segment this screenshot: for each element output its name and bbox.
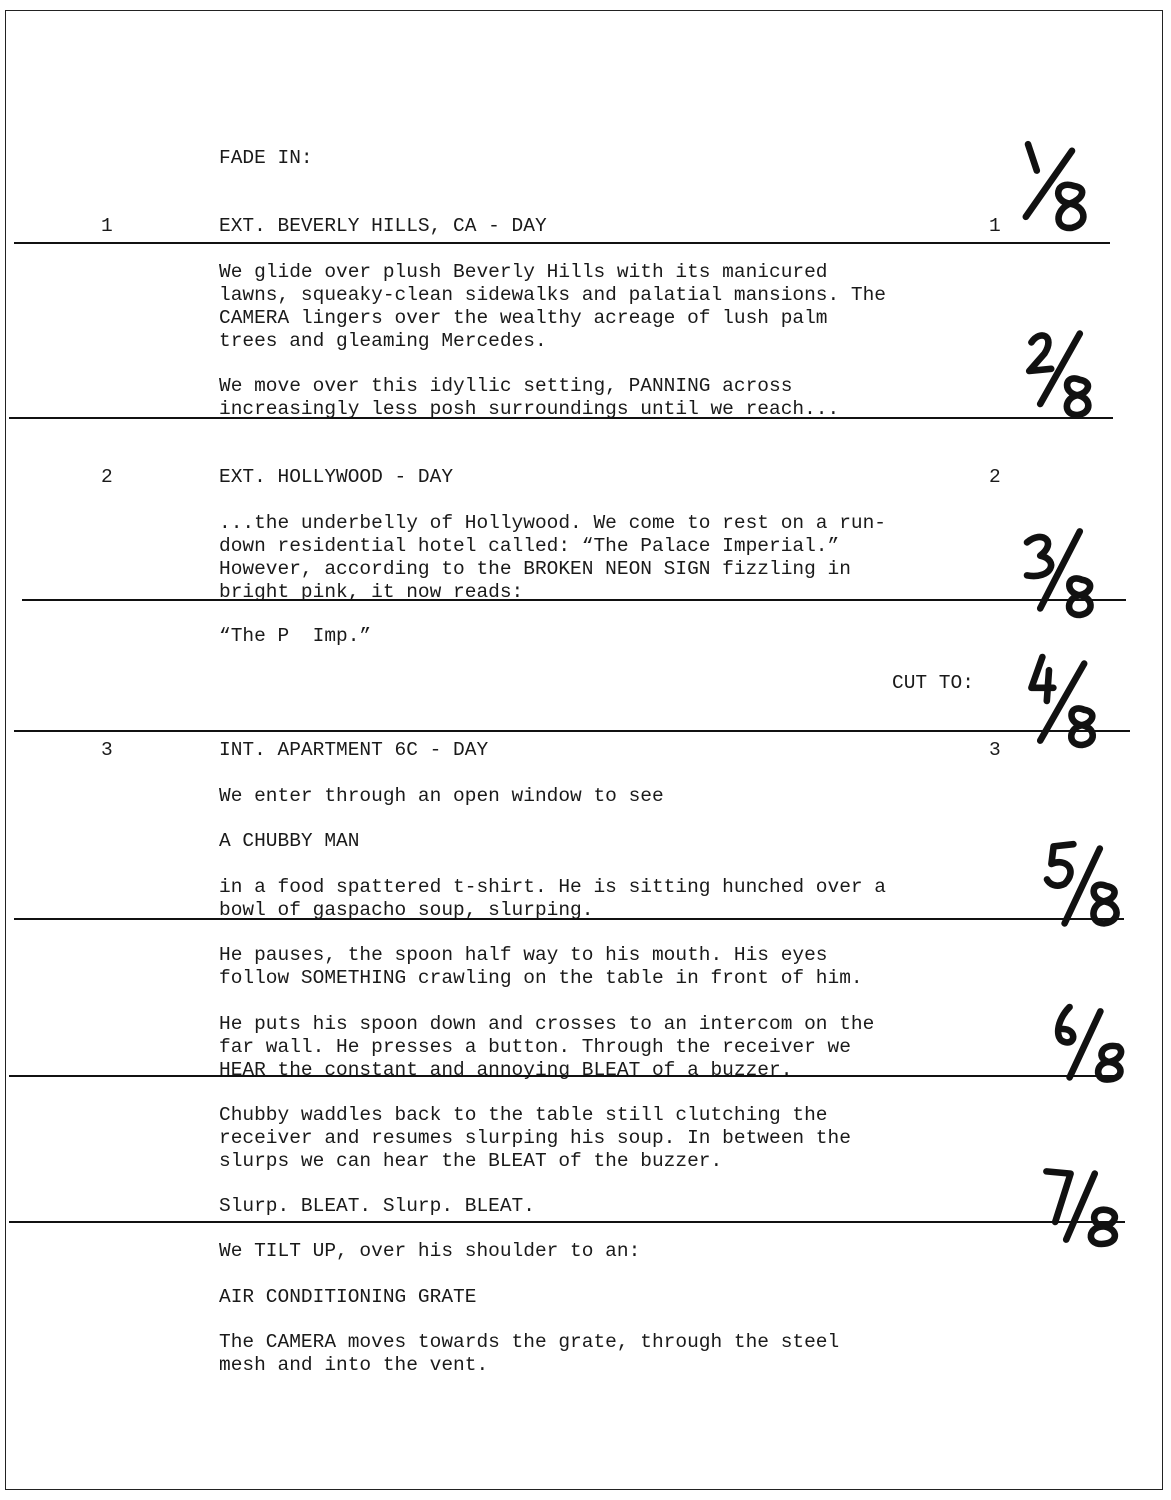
action-line: He puts his spoon down and crosses to an intercom on the [219,1013,875,1035]
handwritten-eighth-mark [1016,646,1126,756]
action-line: He pauses, the spoon half way to his mouth. His eyes [219,944,828,966]
eighth-divider [9,1075,1121,1077]
transition-fade-in: FADE IN: [219,147,313,169]
action-line: However, according to the BROKEN NEON SIGN fizzling in [219,558,851,580]
handwritten-eighth-mark [1036,831,1146,941]
scene-number-left: 3 [101,739,113,761]
scene-heading: INT. APARTMENT 6C - DAY [219,739,489,761]
action-line: lawns, squeaky-clean sidewalks and palatial mansions. The [219,284,887,306]
handwritten-eighth-mark [1016,316,1126,426]
action-line: increasingly less posh surroundings until we reach... [219,398,840,420]
action-line: bowl of gaspacho soup, slurping. [219,899,594,921]
action-line: We glide over plush Beverly Hills with its manicured [219,261,828,283]
action-line: ...the underbelly of Hollywood. We come to rest on a run- [219,512,887,534]
handwritten-eighth-mark [1031,1156,1141,1266]
action-line: down residential hotel called: “The Palace Imperial.” [219,535,840,557]
action-line: follow SOMETHING crawling on the table in front of him. [219,967,863,989]
action-line: bright pink, it now reads: [219,581,524,603]
action-line: in a food spattered t-shirt. He is sitting hunched over a [219,876,887,898]
eighth-divider [9,1221,1125,1223]
scene-number-left: 1 [101,215,113,237]
handwritten-eighth-mark [1016,516,1126,626]
eighth-divider [9,417,1113,419]
action-line: trees and gleaming Mercedes. [219,330,547,352]
sign-text: “The P Imp.” [219,625,372,647]
action-line: receiver and resumes slurping his soup. In between the [219,1127,851,1149]
action-line: HEAR the constant and annoying BLEAT of a buzzer. [219,1059,793,1081]
character-intro: A CHUBBY MAN [219,830,360,852]
script-page [5,10,1163,1490]
action-line: far wall. He presses a button. Through the receiver we [219,1036,851,1058]
action-line: We move over this idyllic setting, PANNING across [219,375,793,397]
action-line: We TILT UP, over his shoulder to an: [219,1240,641,1262]
scene-heading: EXT. HOLLYWOOD - DAY [219,466,454,488]
eighth-divider [14,918,1124,920]
action-line: We enter through an open window to see [219,785,664,807]
scene-number-right: 2 [989,466,1001,488]
action-line: Chubby waddles back to the table still clutching the [219,1104,828,1126]
eighth-divider [14,242,1110,244]
scene-heading: EXT. BEVERLY HILLS, CA - DAY [219,215,547,237]
action-line: Slurp. BLEAT. Slurp. BLEAT. [219,1195,535,1217]
eighth-divider [22,599,1126,601]
eighth-divider [14,730,1130,732]
transition-cut-to: CUT TO: [892,672,974,694]
action-line: mesh and into the vent. [219,1354,489,1376]
scene-number-right: 3 [989,739,1001,761]
action-line: The CAMERA moves towards the grate, through the steel [219,1331,840,1353]
action-line: slurps we can hear the BLEAT of the buzzer. [219,1150,723,1172]
scene-number-right: 1 [989,215,1001,237]
handwritten-eighth-mark [1041,996,1151,1106]
action-line: CAMERA lingers over the wealthy acreage of lush palm [219,307,828,329]
scene-number-left: 2 [101,466,113,488]
handwritten-eighth-mark [1006,131,1116,241]
insert-heading: AIR CONDITIONING GRATE [219,1286,477,1308]
